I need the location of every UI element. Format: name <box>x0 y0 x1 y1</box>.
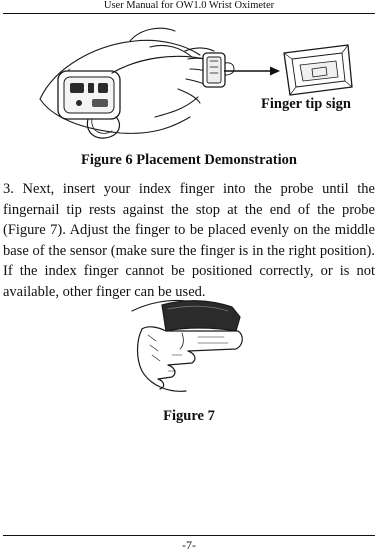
running-header: User Manual for OW1.0 Wrist Oximeter <box>103 0 275 11</box>
footer-divider <box>3 535 375 536</box>
knuckle-line <box>130 28 175 41</box>
finger-in-probe-illustration <box>128 289 250 401</box>
finger-tip-sign-label: Finger tip sign <box>261 96 351 112</box>
header-divider <box>3 13 375 14</box>
figure-7-caption: Figure 7 <box>163 408 215 424</box>
finger-tip-sign-inset <box>284 45 352 95</box>
placement-demonstration-illustration <box>0 17 378 147</box>
page-number: -7- <box>182 538 196 552</box>
callout-arrow <box>224 67 280 76</box>
figure-6-caption: Figure 6 Placement Demonstration <box>81 152 297 168</box>
instruction-paragraph: 3. Next, insert your index finger into the probe until the fingernail tip rests against the stop at the end of the probe (Figure 7). Adjust the finger to be placed evenly on the middle base of the sensor (make sure the finger is in the right position). If the index finger cannot be positioned correctly, or is not available, other finger can be used. <box>3 181 375 300</box>
